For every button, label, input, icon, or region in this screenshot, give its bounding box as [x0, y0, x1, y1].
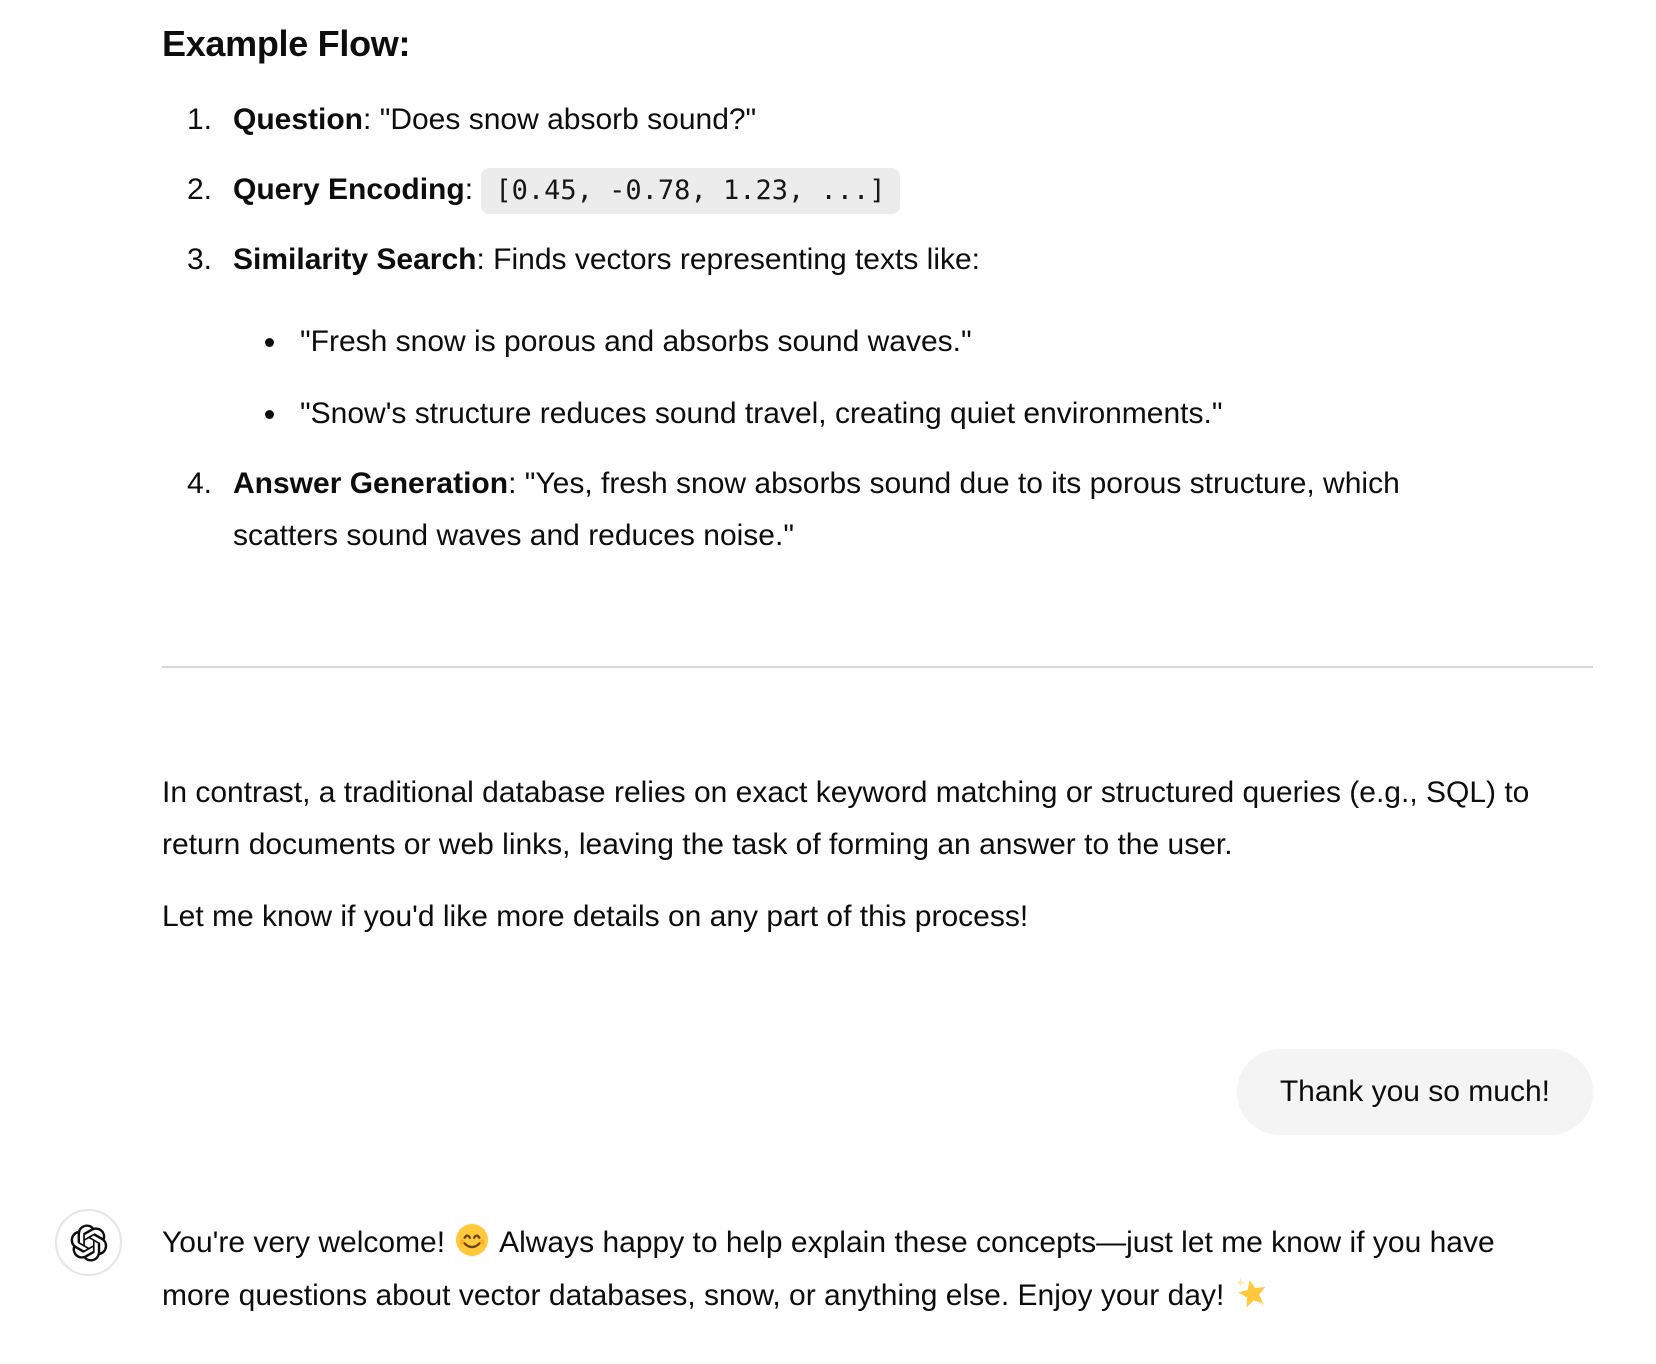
step-text: Finds vectors representing texts like: [493, 243, 981, 276]
step-separator: : [508, 467, 525, 500]
glowing-star-emoji [1234, 1274, 1268, 1308]
user-message-bubble [1237, 1049, 1593, 1135]
assistant-message [162, 21, 1593, 943]
example-flow-heading: Example Flow: [162, 23, 411, 64]
user-message-text: Thank you so much! [1279, 1075, 1550, 1108]
step-item-question [162, 94, 1472, 146]
step-number: 2. [187, 173, 213, 206]
step-label: Answer Generation [233, 467, 509, 500]
assistant-followup-text [162, 1216, 1502, 1322]
bullet-dot [265, 410, 274, 419]
step-separator: : [363, 103, 380, 136]
step-label: Question [233, 103, 364, 136]
bullet-text: "Fresh snow is porous and absorbs sound waves." [300, 325, 972, 358]
inline-code-chip: [0.45, -0.78, 1.23, ...] [481, 168, 899, 214]
smiling-face-emoji [455, 1221, 489, 1255]
paragraph-letmeknow: Let me know if you'd like more details on any part of this process! [162, 900, 1029, 933]
step-separator: : [464, 173, 482, 206]
followup-part1: You're very welcome! [162, 1226, 446, 1259]
step-separator: : [476, 243, 494, 276]
step-number: 3. [187, 243, 213, 276]
step-number: 4. [187, 467, 213, 500]
assistant-avatar [55, 1209, 122, 1276]
step-label: Similarity Search [233, 243, 477, 276]
divider [162, 666, 1593, 668]
paragraph-contrast: In contrast, a traditional database relies on exact keyword matching or structured queries (e.g., SQL) to return documents or web links, leaving the task of forming an answer to the user. [162, 776, 1530, 861]
bullet-item [300, 388, 1472, 440]
bullet-dot [265, 338, 274, 347]
chat-conversation [0, 21, 1656, 1322]
assistant-followup-message [55, 1209, 1593, 1322]
followup-part2: Always happy to help explain these concepts—just let me know if you have more questions about vector databases, snow, or anything else. Enjoy your day! [162, 1226, 1495, 1312]
steps-list [162, 94, 1593, 562]
step-item-answer-generation [162, 458, 1472, 562]
step-label: Query Encoding [233, 173, 465, 206]
step-text: "Yes, fresh snow absorbs sound due to its porous structure, which scatters sound waves and reduces noise." [233, 467, 1400, 552]
step-text: "Does snow absorb sound?" [379, 103, 757, 136]
bullet-item [300, 316, 1472, 368]
step-item-similarity-search [162, 234, 1472, 440]
step-number: 1. [187, 103, 213, 136]
openai-logo-icon [70, 1224, 108, 1262]
bullet-text: "Snow's structure reduces sound travel, creating quiet environments." [300, 397, 1223, 430]
bullet-list [233, 316, 1472, 440]
user-message-row [162, 1049, 1593, 1135]
step-item-query-encoding [162, 164, 1472, 216]
